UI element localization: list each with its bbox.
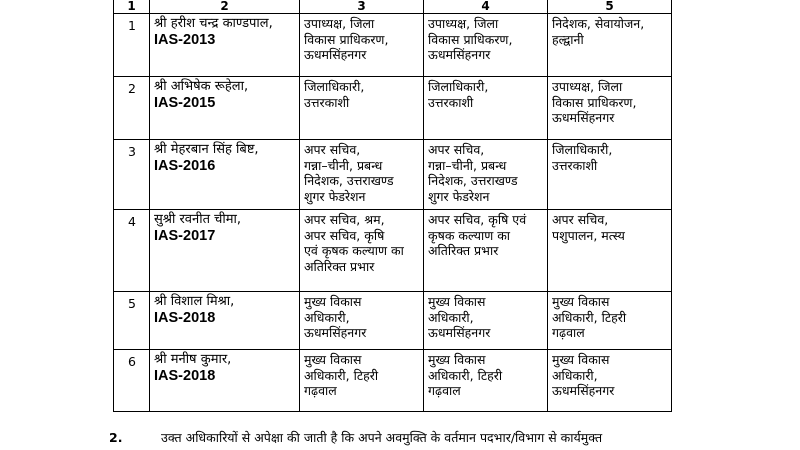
relieved-post-cell (424, 77, 548, 140)
service-batch: IAS-2013 (154, 31, 216, 48)
table-row (114, 77, 672, 140)
table-row (114, 14, 672, 77)
cell-line: हल्द्वानी (552, 31, 584, 47)
cell-line: मुख्य विकास (304, 294, 362, 309)
table-row (114, 140, 672, 210)
serial-number-cell: 3 (114, 140, 150, 210)
relieved-post-cell (424, 292, 548, 350)
cell-line: गढ़वाल (552, 325, 585, 340)
cell-line: उपाध्यक्ष, जिला (552, 79, 623, 94)
cell-line: अपर सचिव, (552, 212, 609, 227)
cell-line: मुख्य विकास (428, 352, 486, 367)
service-batch: IAS-2017 (154, 227, 216, 244)
cell-line: श्री अभिषेक रूहेला, (154, 79, 249, 94)
cell-line: श्री विशाल मिश्रा, (154, 294, 235, 309)
cell-line: शुगर फेडरेशन (304, 188, 366, 204)
cell-line: शुगर फेडरेशन (428, 188, 490, 204)
service-batch: IAS-2018 (154, 367, 216, 384)
new-post-cell (548, 350, 672, 412)
cell-line: गन्ना–चीनी, प्रबन्ध (304, 157, 383, 173)
serial-number-cell: 5 (114, 292, 150, 350)
cell-line: अतिरिक्त प्रभार (304, 258, 375, 274)
column-header: 4 (424, 0, 548, 14)
relieved-post-cell (424, 210, 548, 292)
officer-name-cell (150, 350, 300, 412)
cell-line: उपाध्यक्ष, जिला (428, 16, 499, 31)
cell-line: ऊधमसिंहनगर (552, 383, 615, 398)
paragraph-text: उक्त अधिकारियों से अपेक्षा की जाती है कि अपने अवमुक्ति के वर्तमान पदभार/विभाग से कार्यमुक्त (161, 430, 603, 445)
service-batch: IAS-2015 (154, 94, 216, 111)
cell-line: अधिकारी, टिहरी (428, 367, 503, 383)
cell-line: पशुपालन, मत्स्य (552, 227, 625, 243)
cell-line: उत्तरकाशी (552, 157, 598, 173)
cell-line: अतिरिक्त प्रभार (428, 243, 499, 258)
current-post-cell (300, 14, 424, 77)
table-row (114, 292, 672, 350)
new-post-cell (548, 292, 672, 350)
cell-line: निदेशक, सेवायोजन, (552, 16, 645, 31)
cell-line: श्री मनीष कुमार, (154, 352, 232, 367)
current-post-cell (300, 140, 424, 210)
officer-name-cell (150, 14, 300, 77)
new-post-cell (548, 14, 672, 77)
officer-name-cell (150, 292, 300, 350)
cell-line: श्री हरीश चन्द्र काण्डपाल, (154, 16, 273, 31)
cell-line: अपर सचिव, कृषि (304, 227, 385, 243)
cell-line: सुश्री रवनीत चीमा, (154, 212, 242, 227)
table-row (114, 350, 672, 412)
cell-line: विकास प्राधिकरण, (428, 31, 513, 47)
cell-line: कृषक कल्याण का (428, 227, 511, 243)
cell-line: ऊधमसिंहनगर (304, 47, 367, 62)
serial-number-cell: 1 (114, 14, 150, 77)
cell-line: मुख्य विकास (552, 294, 610, 309)
column-header: 2 (150, 0, 300, 14)
relieved-post-cell (424, 140, 548, 210)
cell-line: गढ़वाल (428, 383, 461, 398)
cell-line: निदेशक, उत्तराखण्ड (304, 173, 394, 188)
cell-line: अधिकारी, (304, 309, 350, 325)
paragraph-2 (109, 430, 729, 446)
cell-line: मुख्य विकास (552, 352, 610, 367)
cell-line: अधिकारी, टिहरी (304, 367, 379, 383)
relieved-post-cell (424, 350, 548, 412)
cell-line: उत्तरकाशी (428, 94, 474, 110)
cell-line: विकास प्राधिकरण, (304, 31, 389, 47)
serial-number-cell: 4 (114, 210, 150, 292)
relieved-post-cell (424, 14, 548, 77)
cell-line: श्री मेहरबान सिंह बिष्ट, (154, 142, 259, 157)
column-header: 5 (548, 0, 672, 14)
cell-line: उपाध्यक्ष, जिला (304, 16, 375, 31)
cell-line: मुख्य विकास (428, 294, 486, 309)
cell-line: ऊधमसिंहनगर (304, 325, 367, 340)
paragraph-number: 2. (109, 430, 123, 445)
serial-number-cell: 2 (114, 77, 150, 140)
cell-line: अपर सचिव, श्रम, (304, 212, 385, 227)
officer-transfer-table (113, 0, 672, 412)
cell-line: अपर सचिव, (428, 142, 485, 157)
officer-name-cell (150, 77, 300, 140)
table-row (114, 210, 672, 292)
service-batch: IAS-2016 (154, 157, 216, 174)
cell-line: अधिकारी, टिहरी (552, 309, 627, 325)
cell-line: अपर सचिव, कृषि एवं (428, 212, 527, 227)
current-post-cell (300, 210, 424, 292)
cell-line: अधिकारी, (552, 367, 598, 383)
cell-line: उत्तरकाशी (304, 94, 350, 110)
cell-line: विकास प्राधिकरण, (552, 94, 637, 110)
cell-line: अपर सचिव, (304, 142, 361, 157)
cell-line: गन्ना–चीनी, प्रबन्ध (428, 157, 507, 173)
cell-line: अधिकारी, (428, 309, 474, 325)
cell-line: गढ़वाल (304, 383, 337, 398)
service-batch: IAS-2018 (154, 309, 216, 326)
cell-line: मुख्य विकास (304, 352, 362, 367)
cell-line: एवं कृषक कल्याण का (304, 243, 404, 258)
cell-line: ऊधमसिंहनगर (428, 325, 491, 340)
column-header: 3 (300, 0, 424, 14)
current-post-cell (300, 350, 424, 412)
cell-line: जिलाधिकारी, (552, 142, 613, 157)
current-post-cell (300, 77, 424, 140)
table-header-row (114, 0, 672, 14)
officer-name-cell (150, 210, 300, 292)
new-post-cell (548, 77, 672, 140)
cell-line: जिलाधिकारी, (304, 79, 365, 94)
cell-line: निदेशक, उत्तराखण्ड (428, 173, 518, 188)
new-post-cell (548, 210, 672, 292)
cell-line: जिलाधिकारी, (428, 79, 489, 94)
current-post-cell (300, 292, 424, 350)
serial-number-cell: 6 (114, 350, 150, 412)
cell-line: ऊधमसिंहनगर (428, 47, 491, 62)
new-post-cell (548, 140, 672, 210)
column-header: 1 (114, 0, 150, 14)
officer-name-cell (150, 140, 300, 210)
cell-line: ऊधमसिंहनगर (552, 110, 615, 125)
